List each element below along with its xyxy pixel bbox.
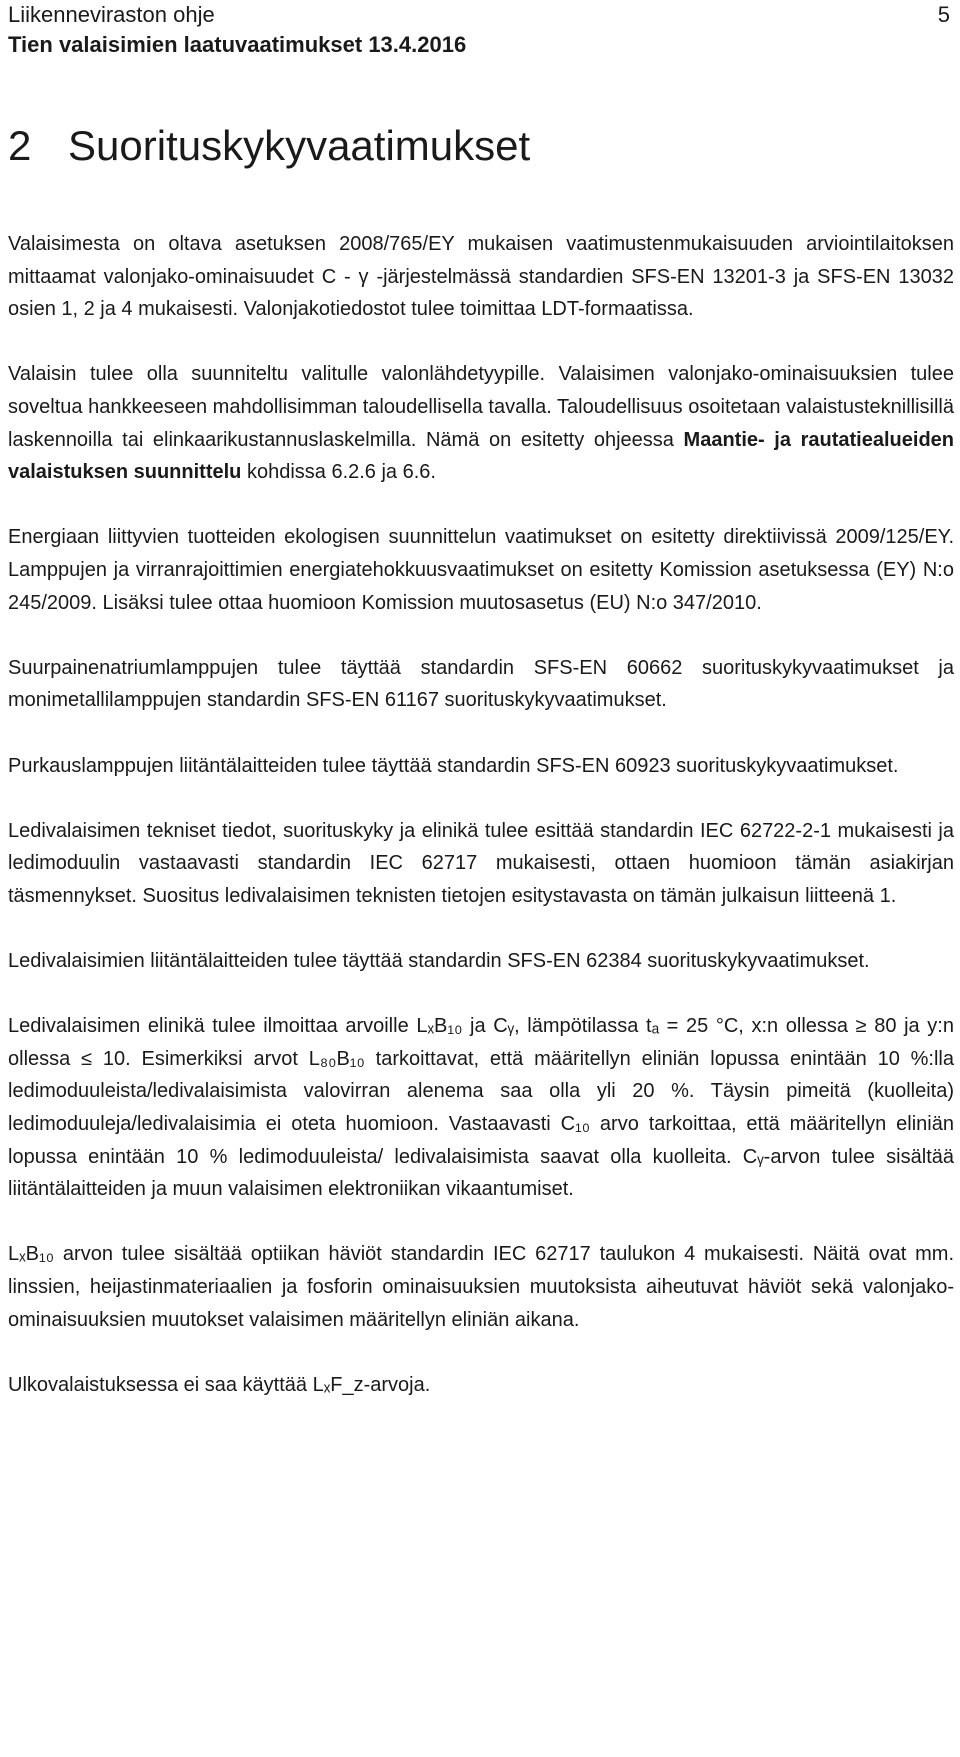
paragraph-ulkovalaistus: Ulkovalaistuksessa ei saa käyttää LₓF_z-arvoja. — [8, 1373, 431, 1396]
paragraph-suurpainenatrium: Suurpainenatriumlamppujen tulee täyttää standardin SFS-EN 60662 suorituskykyvaatimukset ja monimetallilamppujen standardin SFS-EN 61167 suorituskykyvaatimukset. — [8, 656, 954, 712]
paragraph-purkauslamput: Purkauslamppujen liitäntälaitteiden tulee täyttää standardin SFS-EN 60923 suorituskykyvaatimukset. — [8, 754, 899, 777]
paragraph-valonjako: Valaisimesta on oltava asetuksen 2008/765/EY mukaisen vaatimustenmukaisuuden arviointilaitoksen mittaamat valonjako-ominaisuudet C - γ -järjestelmässä standardien SFS-EN 13201-3 ja SFS-EN 13032 osien 1, 2 ja 4 mukaisesti. Valonjakotiedostot tulee toimittaa LDT-formaatissa. — [8, 233, 954, 321]
paragraph-optiikan-haviot: LₓB₁₀ arvon tulee sisältää optiikan häviöt standardin IEC 62717 taulukon 4 mukaisesti. Näitä ovat mm. linssien, heijastinmateriaalien ja fosforin ominaisuuksien muutoksista aiheutuvat häviöt sekä valonjako-ominaisuuksien muutokset valaisimen määritellyn eliniän aikana. — [8, 1243, 954, 1331]
page-number: 5 — [937, 2, 950, 27]
paragraph-valaisin-suunnittelu — [8, 358, 954, 488]
paragraph-text: kohdissa 6.2.6 ja 6.6. — [241, 461, 436, 484]
chapter-title: Suorituskykyvaatimukset — [68, 122, 531, 169]
chapter-number: 2 — [8, 122, 32, 169]
paragraph-led-liitantalaitteet: Ledivalaisimien liitäntälaitteiden tulee täyttää standardin SFS-EN 62384 suorituskykyvaatimukset. — [8, 950, 870, 973]
paragraph-ekosuunnittelu: Energiaan liittyvien tuotteiden ekologisen suunnittelun vaatimukset on esitetty direktiivissä 2009/125/EY. Lamppujen ja virranrajoittimien energiatehokkuusvaatimukset on esitetty Komission asetuksessa (EY) N:o 245/2009. Lisäksi tulee ottaa huomioon Komission muutosasetus (EU) N:o 347/2010. — [8, 526, 954, 614]
body-text — [8, 228, 954, 1434]
paragraph-ledivalaisin-tiedot: Ledivalaisimen tekniset tiedot, suorituskyky ja elinikä tulee esittää standardin IEC 62722-2-1 mukaisesti ja ledimoduulin vastaavasti standardin IEC 62717 mukaisesti, ottaen huomioon tämän asiakirjan täsmennykset. Suositus ledivalaisimen teknisten tietojen esitystavasta on tämän julkaisun liitteenä 1. — [8, 819, 954, 907]
chapter-heading — [8, 118, 530, 174]
header-document-title: Tien valaisimien laatuvaatimukset 13.4.2016 — [8, 32, 467, 57]
paragraph-led-elinika: Ledivalaisimen elinikä tulee ilmoittaa arvoille LₓB₁₀ ja Cᵧ, lämpötilassa tₐ = 25 °C, x:n ollessa ≥ 80 ja y:n ollessa ≤ 10. Esimerkiksi arvot L₈₀B₁₀ tarkoittavat, että määritellyn eliniän lopussa enintään 10 %:lla ledimoduuleista/ledivalaisimista valovirran alenema saa olla yli 20 %. Täysin pimeitä (kuolleita) ledimoduuleja/ledivalaisimia ei oteta huomioon. Vastaavasti C₁₀ arvo tarkoittaa, että määritellyn eliniän lopussa enintään 10 % ledimoduuleista/ ledivalaisimista saavat olla kuolleita. Cᵧ-arvon tulee sisältää liitäntälaitteiden ja muun valaisimen elektroniikan vikaantumiset. — [8, 1015, 954, 1201]
paragraph-text: Valaisin tulee olla suunniteltu valitulle valonlähdetyypille. Valaisimen valonjako-ominaisuuksien tulee soveltua hankkeeseen mahdollisimman taloudellisella tavalla. Taloudellisuus osoitetaan valaistusteknillisillä laskennoilla tai elinkaarikustannuslaskelmilla. Nämä on esitetty ohjeessa — [8, 363, 954, 451]
page-header — [8, 0, 948, 64]
header-organization: Liikenneviraston ohje — [8, 2, 215, 27]
referenced-guideline-title: Maantie- ja rautatiealueiden valaistuksen suunnittelu — [8, 428, 954, 484]
